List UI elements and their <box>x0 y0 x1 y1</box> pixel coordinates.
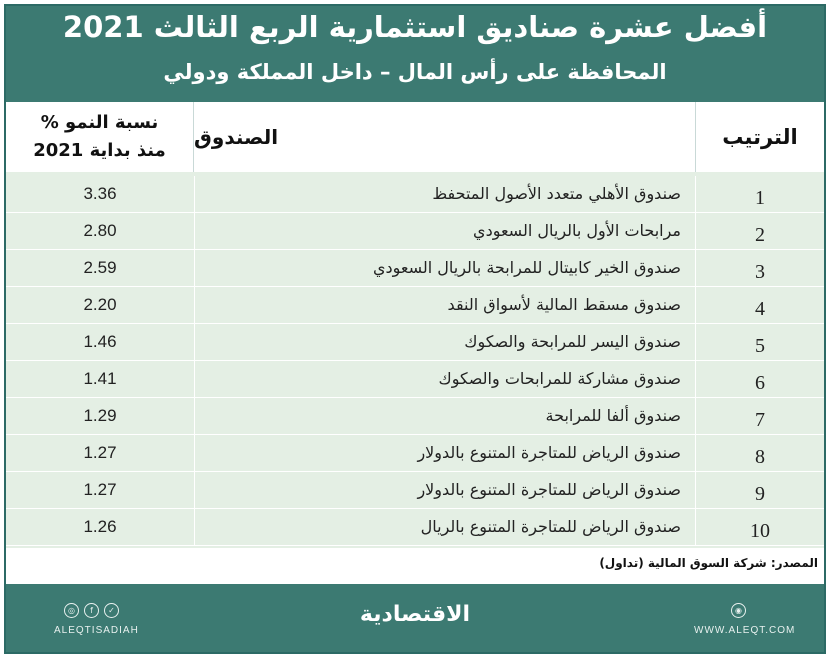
instagram-icon[interactable]: ◎ <box>64 603 79 618</box>
table-row <box>6 250 824 287</box>
growth-cell: 2.80 <box>83 221 117 240</box>
infographic-frame <box>4 4 826 654</box>
growth-cell: 3.36 <box>83 184 117 203</box>
table-row <box>6 287 824 324</box>
table-row <box>6 398 824 435</box>
table-row <box>6 324 824 361</box>
social-handle[interactable]: ALEQTISADIAH <box>54 625 139 636</box>
growth-cell: 2.20 <box>83 295 117 314</box>
fund-cell: صندوق مسقط المالية لأسواق النقد <box>194 287 696 323</box>
growth-cell: 1.26 <box>83 517 117 536</box>
table-row <box>6 176 824 213</box>
globe-icon: ◉ <box>731 603 746 618</box>
source-note: المصدر: شركة السوق المالية (تداول) <box>6 548 824 584</box>
fund-cell: صندوق الرياض للمتاجرة المتنوع بالدولار <box>194 435 696 471</box>
fund-cell: صندوق الخير كابيتال للمرابحة بالريال السعودي <box>194 250 696 286</box>
facebook-icon[interactable]: f <box>84 603 99 618</box>
rank-cell: 4 <box>755 298 765 320</box>
growth-cell: 1.41 <box>83 369 117 388</box>
growth-cell: 1.29 <box>83 406 117 425</box>
rank-cell: 7 <box>755 409 765 431</box>
brand-logo: الاقتصادية <box>359 602 471 627</box>
rank-cell: 1 <box>755 187 765 209</box>
rank-cell: 2 <box>755 224 765 246</box>
column-header-growth <box>6 102 194 172</box>
table-row <box>6 509 824 546</box>
fund-cell: صندوق الرياض للمتاجرة المتنوع بالدولار <box>194 472 696 508</box>
fund-cell: صندوق ألفا للمرابحة <box>194 398 696 434</box>
fund-cell: صندوق الرياض للمتاجرة المتنوع بالريال <box>194 509 696 545</box>
rank-cell: 5 <box>755 335 765 357</box>
table-row <box>6 472 824 509</box>
table-row <box>6 361 824 398</box>
footer <box>6 584 824 652</box>
table-row <box>6 213 824 250</box>
page-title: أفضل عشرة صناديق استثمارية الربع الثالث 2021 <box>62 10 768 44</box>
rank-cell: 9 <box>755 483 765 505</box>
header <box>6 6 824 102</box>
twitter-icon[interactable]: ✓ <box>104 603 119 618</box>
fund-cell: صندوق مشاركة للمرابحات والصكوك <box>194 361 696 397</box>
column-header-fund: الصندوق <box>194 102 696 172</box>
column-header-growth-line1: نسبة النمو % <box>40 112 159 133</box>
growth-cell: 1.27 <box>83 443 117 462</box>
website-link[interactable]: WWW.ALEQT.COM <box>694 625 796 636</box>
fund-cell: مرابحات الأول بالريال السعودي <box>194 213 696 249</box>
column-header-rank: الترتيب <box>696 102 824 172</box>
fund-cell: صندوق الأهلي متعدد الأصول المتحفظ <box>194 176 696 212</box>
fund-cell: صندوق اليسر للمرابحة والصكوك <box>194 324 696 360</box>
column-header-growth-line2: منذ بداية 2021 <box>33 140 166 161</box>
growth-cell: 1.46 <box>83 332 117 351</box>
table-row <box>6 435 824 472</box>
rank-cell: 8 <box>755 446 765 468</box>
page-subtitle: المحافظة على رأس المال – داخل المملكة ودولي <box>163 60 667 84</box>
rank-cell: 3 <box>755 261 765 283</box>
rank-cell: 10 <box>750 520 770 542</box>
rank-cell: 6 <box>755 372 765 394</box>
funds-table <box>6 172 824 548</box>
growth-cell: 1.27 <box>83 480 117 499</box>
growth-cell: 2.59 <box>83 258 117 277</box>
